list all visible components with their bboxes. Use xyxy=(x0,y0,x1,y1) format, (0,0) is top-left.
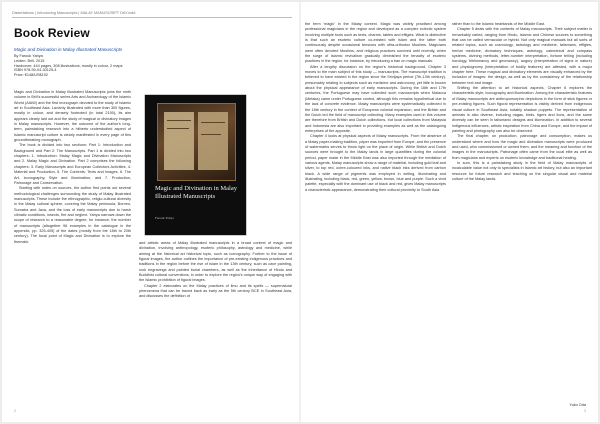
paragraph: and artistic areas of Malay illustrated manuscripts in a broad context of magic and divination, involving anthropology, esoteric philosophy, astrology and medicine, while aiming at the historical art historical topic, such as iconography. Further to the issue of figural images, the author outlines the importance of pre-existing indigenous practices and traditions in the region before the rise of Islam in the 13th century, such as cave painting, rock engravings and painted burial chambers, as well as the inheritance of Hindu and Buddhist cultural conventions, in order to explore the region's unique way of engaging with the Islamic prohibition of figural images. xyxy=(139,241,292,283)
page-number-right: 3 xyxy=(584,409,586,413)
manuscript-line xyxy=(167,128,189,129)
header-rule xyxy=(12,17,292,18)
book-cover-image xyxy=(145,95,246,235)
book-title: Magic and Divination in Malay Illustrated Manuscripts xyxy=(14,47,123,52)
section-title: Book Review xyxy=(14,26,90,40)
text-column-4 xyxy=(452,22,592,182)
paragraph: The final chapter, on production, patronage and consumption, makes us understand where and how the magic and divination manuscripts were produced and used, who commissioned or owned them, and the meaning and function of the images in the manuscripts. Patronage often came from the local elite as well as from magicians and experts on esoteric knowledge and traditional healing. xyxy=(452,134,592,160)
text-column-2 xyxy=(139,241,292,300)
cover-title: Magic and Divination in Malay Illustrated Manuscripts xyxy=(155,185,237,200)
paragraph: After a lengthy discussion on the region's historical background, Chapter 3 moves to the main subject of this study — manuscripts. The manuscript tradition is believed to have existed in the region since the Srivijaya period (7th-13th century), presumably relating to subjects such as medicine and astronomy, yet little is known about the physical appearance of early manuscripts. During the 16th and 17th centuries, the Portuguese may have collected such manuscripts when Malacca (Melaka) came under Portuguese control, although this remains hypothetical due to the lack of concrete evidence. Malay manuscripts were systematically collected in the 18th century in the context of European colonial expansion, and the British and the Dutch led the field of manuscript collecting. Many examples used in this volume are therefore from British and Dutch collections, but local collections from Malaysia and Indonesia are also important in providing examples as well as the cataloguing enterprises of the apposite. xyxy=(305,64,446,133)
manuscript-line xyxy=(201,134,221,135)
paragraph: Chapter 4 looks at physical aspects of Malay manuscripts. From the absence of a Malay paper-making tradition, paper was imported from Europe, and the presence of watermarks serves to throw light on the place of origin. While British and Dutch sources were brought to the Malay lands in large quantities during the colonial period, paper made in the Middle East was also imported through the mediation of various agents. Malay manuscripts show a range of material, including gold leaf and silver, to top red, ochre-coloured inks, and native black inks derived from carbon black. A wide range of pigments was employed in writing, illuminating and illustrating, including black, red, green, yellow, brown, blue and purple. Such a vivid palette, especially with the dominant use of black and red, gives Malay manuscripts a characteristic appearance, demonstrating their cultural proximity to South Asia xyxy=(305,134,446,192)
paragraph: Chapter 5 deals with the contents of Malay manuscripts. Their subject matter is remarkably varied, ranging from Hindu, Islamic and Chinese sources to something that can be called vernacular or hybrid. Not only magical manuals but all sorts of related topics, such as cosmology, astrology and medicine, talismans, effigies, herbal medicine, divinatory techniques, astrology, calendrical and compass systems, divining methods, letter-number interpretation, fortune telling (including horology, bibliomancy and geomancy), augury (interpretation of signs in nature) and physiognomy (interpretation of bodily features) are attested, with a major chapter here. These magical and divinatory elements are visually enhanced by the inclusion of images: the design, as well as by the consistency of the relationship between text and image. xyxy=(452,27,592,85)
book-isbn: ISBN 978-90-04-30125-4 xyxy=(14,68,57,73)
text-column-1 xyxy=(14,90,131,245)
cover-manuscript-illustration xyxy=(157,103,236,181)
paragraph: Shifting the attention to art historical aspects, Chapter 6 explores the characteristic style, iconography and illumination. Among the characteristic features of Malay manuscripts are anthropomorphic depictions in the form of stick figures or pre-existing figures. Such figural representation is visibly derived from indigenous visual culture in Southeast Asia, notably shadow puppets. The representation of animals is also diverse, including nagas, birds, tigers and lions, and the same diversity can be seen in talismanic designs and illumination. In addition to several indigenous influences, artistic inspiration from China and Europe, and the impact of painting and photography can also be observed. xyxy=(452,86,592,133)
book-metadata xyxy=(14,47,204,78)
manuscript-line xyxy=(201,122,225,123)
cover-author: Farouk Yahya xyxy=(155,216,174,220)
book-details: Hardcover, 444 pages, 308 illustrations, mostly in colour, 2 maps xyxy=(14,63,123,68)
author-signature: Yuko Oda xyxy=(569,403,586,407)
book-author: By Farouk Yahya xyxy=(14,54,43,58)
paragraph: The book is divided into two sections: Part 1: Introduction and Background and Part 2: The Manuscripts. Part 1 is divided into two chapters: 1. Introduction: Malay Magic and Divination Manuscripts and 2. Malay Magic and Divination. Part 2 comprises the following chapters: 3. Early Manuscripts and European Collectors Activities, 4. Material and Production, 5. The Contents: Texts and Images, 6. The Art, Iconography, Style and Illumination, and 7. Production, Patronage and Conservation. xyxy=(14,143,131,185)
page-gutter xyxy=(299,2,301,422)
manuscript-page-right xyxy=(198,112,228,170)
paragraph: Chapter 2 elaborates on the Malay practices of ilmu and its spells — supernatural phenomena that can be traced back as early as the 5th century BCE in Southeast Asia, and discusses the definition of xyxy=(139,283,292,299)
book-publisher: Leiden: Brill, 2015 xyxy=(14,58,45,63)
page-number-left: 2 xyxy=(14,409,16,413)
running-head: Dissertations | Introducing Manuscripts | MALAY MANUSCRIPT DAY.indd xyxy=(12,11,136,15)
book-price: Price: €148/US$192 xyxy=(14,73,48,78)
paragraph: In sum, this is a painstaking study in the field of Malay manuscripts of incalculable value not only to specialists in Islamic art history, but also an important resource for future research and teaching on the singular visual and material culture of the Malay lands. xyxy=(452,160,592,181)
document-spread xyxy=(2,2,598,422)
paragraph: the term 'magic' in the Malay context. Magic was widely practised among professional magicians in the region and developed as a complex eclectic system involving multiple tools such as texts, charms, tables and effigies. What is distinctive is that such an esoteric culture co-existed with Islam and the latter both continuously despite occasional tensions with ultra-orthodox Muslims. Magicians were often devoted Muslims, and religious practices survived until recently, when the surge of Islamic revivalism gradually diminished the tenacity of esoteric practices in the region, for instance, by introducing a ban on magic manuals. xyxy=(305,22,446,64)
text-column-3 xyxy=(305,22,446,193)
paragraph: Starting with notes on sources, the author first points out several methodological challenges surrounding the study of Malay illustrated manuscripts. These include the ethnographic, religio-cultural diversity in the Malay cultural sphere, covering the Malay peninsula, Borneo, Sumatra and Java, and the loss of early manuscripts due to harsh climatic conditions, insects, fire and neglect. Yahya narrows down the scope of research to a reasonable degree, for instance, the number of manuscripts (altogether 96 examples in the catalogue in the appendix, pp. 325-405) of the dates (mostly from the 18th to 20th century). The focal point of Magic and Divination is to explore the thematic xyxy=(14,186,131,244)
paragraph: Magic and Divination in Malay Illustrated Manuscripts joins the ninth volume in Brill's successful series Arts and Archaeology of the Islamic World (AIAW) and the first monograph devoted to the study of Islamic art in Southeast Asia. Lavishly illustrated with more than 300 figures, mostly in colour, and densely footnoted (in total 2150), its aim appears clearly laid out and the study of magical or divinatory images in Malay manuscripts. However, the outcome of the author's long-term, painstaking research into a hitherto understudied aspect of Islamic manuscript culture is clearly manifested in every page of this groundbreaking monograph. xyxy=(14,90,131,143)
manuscript-line xyxy=(167,120,191,121)
paragraph: rather than to the Islamic heartlands of the Middle East. xyxy=(452,22,546,26)
